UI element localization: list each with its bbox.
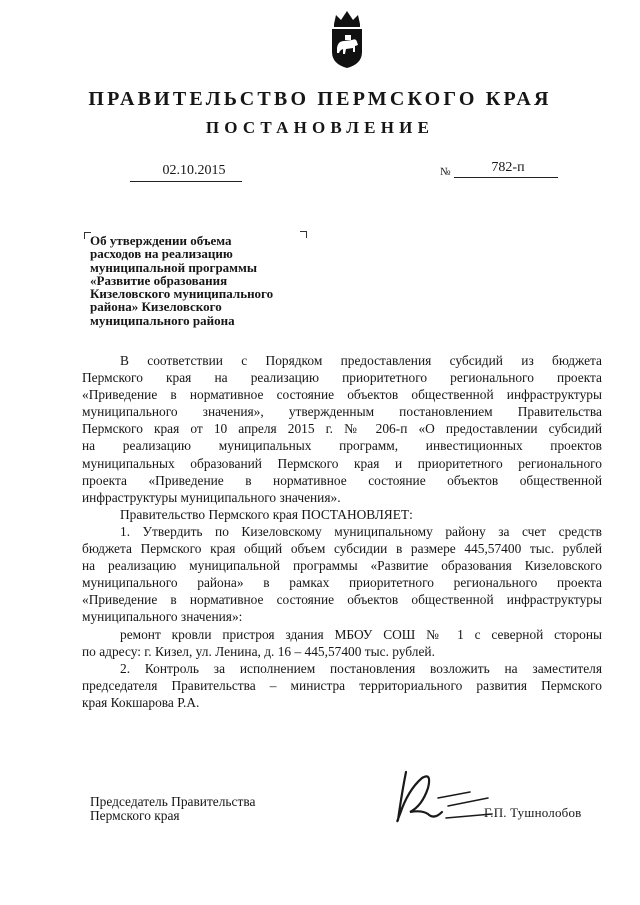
body-line: проекта «Приведение в нормативное состояние объектов общественной <box>82 472 602 488</box>
body-line: 2. Контроль за исполнением постановления возложить на заместителя <box>120 660 602 676</box>
subject-line: муниципального района <box>90 312 235 328</box>
preamble-paragraph <box>82 352 602 506</box>
handwritten-signature-icon <box>388 762 496 832</box>
government-title: ПРАВИТЕЛЬСТВО ПЕРМСКОГО КРАЯ <box>88 88 552 110</box>
body-line: Пермского края от 10 апреля 2015 г. № 206-п «О предоставлении субсидий <box>82 421 602 437</box>
body-line: муниципальных образований Пермского края и приоритетного регионального <box>82 455 602 471</box>
body-line: на реализацию муниципальной программы «Развитие образования Кизеловского <box>82 558 602 574</box>
item-2-paragraph <box>82 660 602 711</box>
resolves-paragraph <box>82 506 602 523</box>
subject-line: Об утверждении объема <box>90 233 232 248</box>
body-line: ремонт кровли пристроя здания МБОУ СОШ № 1 с северной стороны <box>120 626 602 642</box>
body-line: Пермского края на реализацию приоритетного регионального проекта <box>82 370 602 386</box>
item-1-detail-paragraph <box>82 626 602 660</box>
signer-name: Г.П. Тушнолобов <box>484 805 582 820</box>
signer-position <box>90 795 255 823</box>
body-line: «Приведение в нормативное состояние объектов общественной инфраструктуры <box>82 387 602 403</box>
subject-line: расходов на реализацию <box>90 246 233 262</box>
item-1-paragraph <box>82 523 602 626</box>
body-line: муниципального значения», утвержденным постановлением Правительства <box>82 404 602 420</box>
body-line: муниципального значения»: <box>82 609 243 625</box>
document-body <box>82 352 602 711</box>
number-sign: № <box>440 166 451 178</box>
signer-position-line: Председатель Правительства <box>90 794 256 809</box>
subject-line: района» Кизеловского <box>90 299 222 315</box>
subject-line: Кизеловского муниципального <box>90 286 274 302</box>
document-number: 782-п <box>491 160 525 175</box>
body-line: бюджета Пермского края общий объем субсидии в размере 445,57400 тыс. рублей <box>82 541 602 557</box>
document-type-title: ПОСТАНОВЛЕНИЕ <box>205 118 435 137</box>
document-subject <box>90 234 315 327</box>
body-line: муниципального района» в рамках приоритетного регионального проекта <box>82 575 602 591</box>
body-line: по адресу: г. Кизел, ул. Ленина, д. 16 – 445,57400 тыс. рублей. <box>82 643 435 659</box>
body-line: В соответствии с Порядком предоставления субсидий из бюджета <box>120 353 602 368</box>
document-date: 02.10.2015 <box>162 163 226 178</box>
subject-line: «Развитие образования <box>90 272 228 288</box>
subject-line: муниципальной программы <box>90 259 258 275</box>
perm-krai-coat-of-arms-bear-icon <box>326 8 368 70</box>
resolves-line: Правительство Пермского края ПОСТАНОВЛЯЕТ: <box>120 506 413 522</box>
body-line: инфраструктуры муниципального значения». <box>82 489 341 505</box>
body-line: 1. Утвердить по Кизеловскому муниципальному району за счет средств <box>120 523 602 539</box>
body-line: «Приведение в нормативное состояние объектов общественной инфраструктуры <box>82 592 602 608</box>
body-line: на реализацию муниципальных программ, инвестиционных проектов <box>82 438 602 454</box>
date-underline <box>130 181 242 182</box>
body-line: края Кокшарова Р.А. <box>82 694 200 710</box>
body-line: председателя Правительства – министра территориального развития Пермского <box>82 677 602 693</box>
number-underline <box>454 177 558 178</box>
signer-position-line: Пермского края <box>90 808 180 823</box>
